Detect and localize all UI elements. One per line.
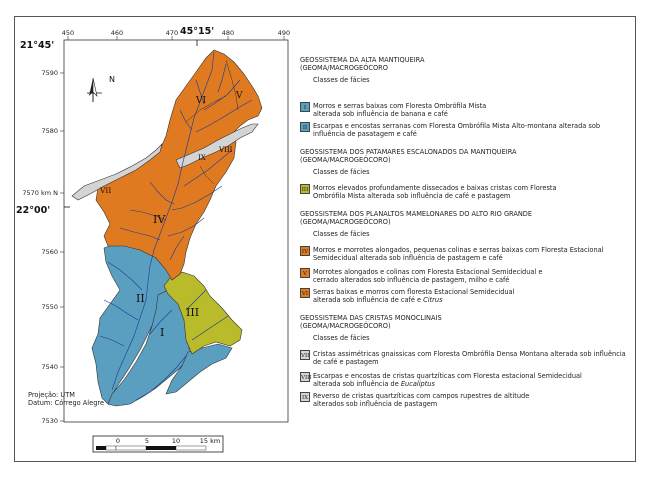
legend-group-4-classes: Classes de fácies: [313, 334, 370, 342]
legend-group-2-sub: (GEOMA/MACROGEÓCORO): [300, 156, 391, 164]
legend-item-II-line2: influência de pasatagem e café: [313, 130, 417, 138]
legend-item-VII-line2: de café e pastagem: [313, 358, 379, 366]
lat-label-21-45: 21°45': [20, 40, 55, 51]
left-tick-7550: 7550: [41, 303, 58, 311]
legend-group-4-sub: (GEOMA/MACROGEÓCORO): [300, 322, 391, 330]
scale-label-10: 10: [171, 437, 181, 445]
legend-item-III-line1: Morros elevados profundamente dissecados e baixas cristas com Floresta: [313, 184, 557, 192]
legend-item-VIII-line2-text: alterada sob influência de: [313, 380, 401, 388]
legend-item-VI-line1: Serras baixas e morros com floresta Estacional Semidecidual: [313, 288, 515, 296]
legend-group-1-header: [300, 56, 630, 84]
left-tick-7580: 7580: [41, 127, 58, 135]
legend-swatch-IX: IX: [300, 392, 310, 402]
legend-item-VI-line2-text: alterada sob influência de café e: [313, 296, 424, 304]
legend-swatch-V: V: [300, 268, 310, 278]
scale-label-15: 15 km: [199, 437, 221, 445]
legend-item-IV-line2: Semidecidual alterada sob influência de pastagem e café: [313, 254, 503, 262]
left-tick-7570: 7570 km N: [22, 189, 58, 197]
basin-map: [72, 50, 262, 406]
legend-item-V-line1: Morrotes alongados e colinas com Floresta Estacional Semidecidual e: [313, 268, 543, 276]
legend-swatch-III: III: [300, 184, 310, 194]
legend-item-II-line1: Escarpas e encostas serranas com Floresta Ombrófila Mista Alto-montana alterada sob: [313, 122, 601, 130]
lat-label-22-00: 22°00': [16, 205, 51, 216]
left-tick-7540: 7540: [41, 363, 58, 371]
legend-item-V-line2: cerrado alterados sob influência de pastagem, milho e café: [313, 276, 510, 284]
legend-item-VI-line2: [313, 296, 631, 304]
legend-swatch-II: II: [300, 122, 310, 132]
scale-label-5: 5: [144, 437, 150, 445]
unit-label-VI: VI: [196, 96, 207, 106]
legend-group-3-classes: Classes de fácies: [313, 230, 370, 238]
legend-item-VIII-line2-italic: Eucaliptus: [400, 380, 435, 388]
scale-bar: [93, 436, 223, 452]
lon-label-45-15: 45°15': [180, 26, 215, 37]
legend-group-3-title: GEOSSISTEMA DOS PLANALTOS MAMELONARES DO ALTO RIO GRANDE: [300, 210, 533, 218]
north-arrow-icon: [87, 75, 115, 102]
legend-item-IV-line1: Morros e morrotes alongados, pequenas colinas e serras baixas com Floresta Estacional: [313, 246, 604, 254]
left-tick-7590: 7590: [41, 69, 58, 77]
legend-item-IX-line1: Reverso de cristas quartzíticas com campos rupestres de altitude: [313, 392, 530, 400]
top-tick-460: 460: [110, 29, 124, 37]
top-ticks: [62, 29, 290, 40]
legend-item-IX-line2: alterados sob influência de pastagem: [313, 400, 438, 408]
left-ticks: [22, 69, 64, 425]
unit-label-III: III: [186, 306, 200, 319]
unit-label-I: I: [160, 326, 165, 339]
legend-group-4-title: GEOSSISTEMA DAS CRISTAS MONOCLINAIS: [300, 314, 442, 322]
legend-item-I-line1: Morros e serras baixas com Floresta Ombrófila Mista: [313, 102, 487, 110]
legend-group-4-header: [300, 314, 630, 342]
legend-group-1-classes: Classes de fácies: [313, 76, 370, 84]
left-tick-7560: 7560: [41, 248, 58, 256]
legend-group-3-sub: (GEOMA/MACROGEÓCORO): [300, 218, 391, 226]
unit-label-VII: VII: [100, 186, 112, 195]
top-tick-450: 450: [61, 29, 75, 37]
legend-swatch-VI: VI: [300, 288, 310, 298]
unit-label-IV: IV: [153, 213, 166, 226]
legend-item-III-line2: Ombrófila Mista alterada sob influência de café e pastagem: [313, 192, 511, 200]
legend-group-2-classes: Classes de fácies: [313, 168, 370, 176]
legend-item-VII-line1: Cristas assimétricas gnaissicas com Floresta Ombrófila Densa Montana alterada sob influência: [313, 350, 626, 358]
scale-label-0: 0: [115, 437, 121, 445]
legend-swatch-VIII: VIII: [300, 372, 310, 382]
legend-group-3-header: [300, 210, 630, 238]
legend-group-1-title: GEOSSISTEMA DA ALTA MANTIQUEIRA: [300, 56, 425, 64]
datum-line: Datum: Córrego Alegre: [28, 399, 105, 407]
legend-item-VI-line2-italic: Citrus: [423, 296, 443, 304]
legend-group-2-header: [300, 148, 630, 176]
unit-label-IX: IX: [198, 154, 206, 162]
top-tick-480: 480: [221, 29, 235, 37]
legend-item-VIII-line2: [313, 380, 631, 388]
legend-swatch-IV: IV: [300, 246, 310, 256]
legend-group-1-sub: (GEOMA/MACROGEÓCORO: [300, 64, 388, 72]
top-tick-490: 490: [277, 29, 291, 37]
legend-group-2-title: GEOSSISTEMA DOS PATAMARES ESCALONADOS DA MANTIQUEIRA: [300, 148, 517, 156]
north-label: N: [109, 75, 115, 84]
projection-note: [28, 391, 104, 407]
left-tick-7530: 7530: [41, 417, 58, 425]
legend-swatch-I: I: [300, 102, 310, 112]
legend-item-VIII-line1: Escarpas e encostas de cristas quartzíticas com Floresta estacional Semidecidual: [313, 372, 582, 380]
legend-item-I-line2: alterada sob influência de banana e café: [313, 110, 448, 118]
top-tick-470: 470: [165, 29, 179, 37]
unit-label-VIII: VIII: [219, 146, 233, 154]
legend-swatch-VII: VII: [300, 350, 310, 360]
unit-label-V: V: [236, 91, 243, 101]
unit-label-II: II: [136, 292, 145, 305]
projection-line: Projeção: UTM: [28, 391, 75, 399]
